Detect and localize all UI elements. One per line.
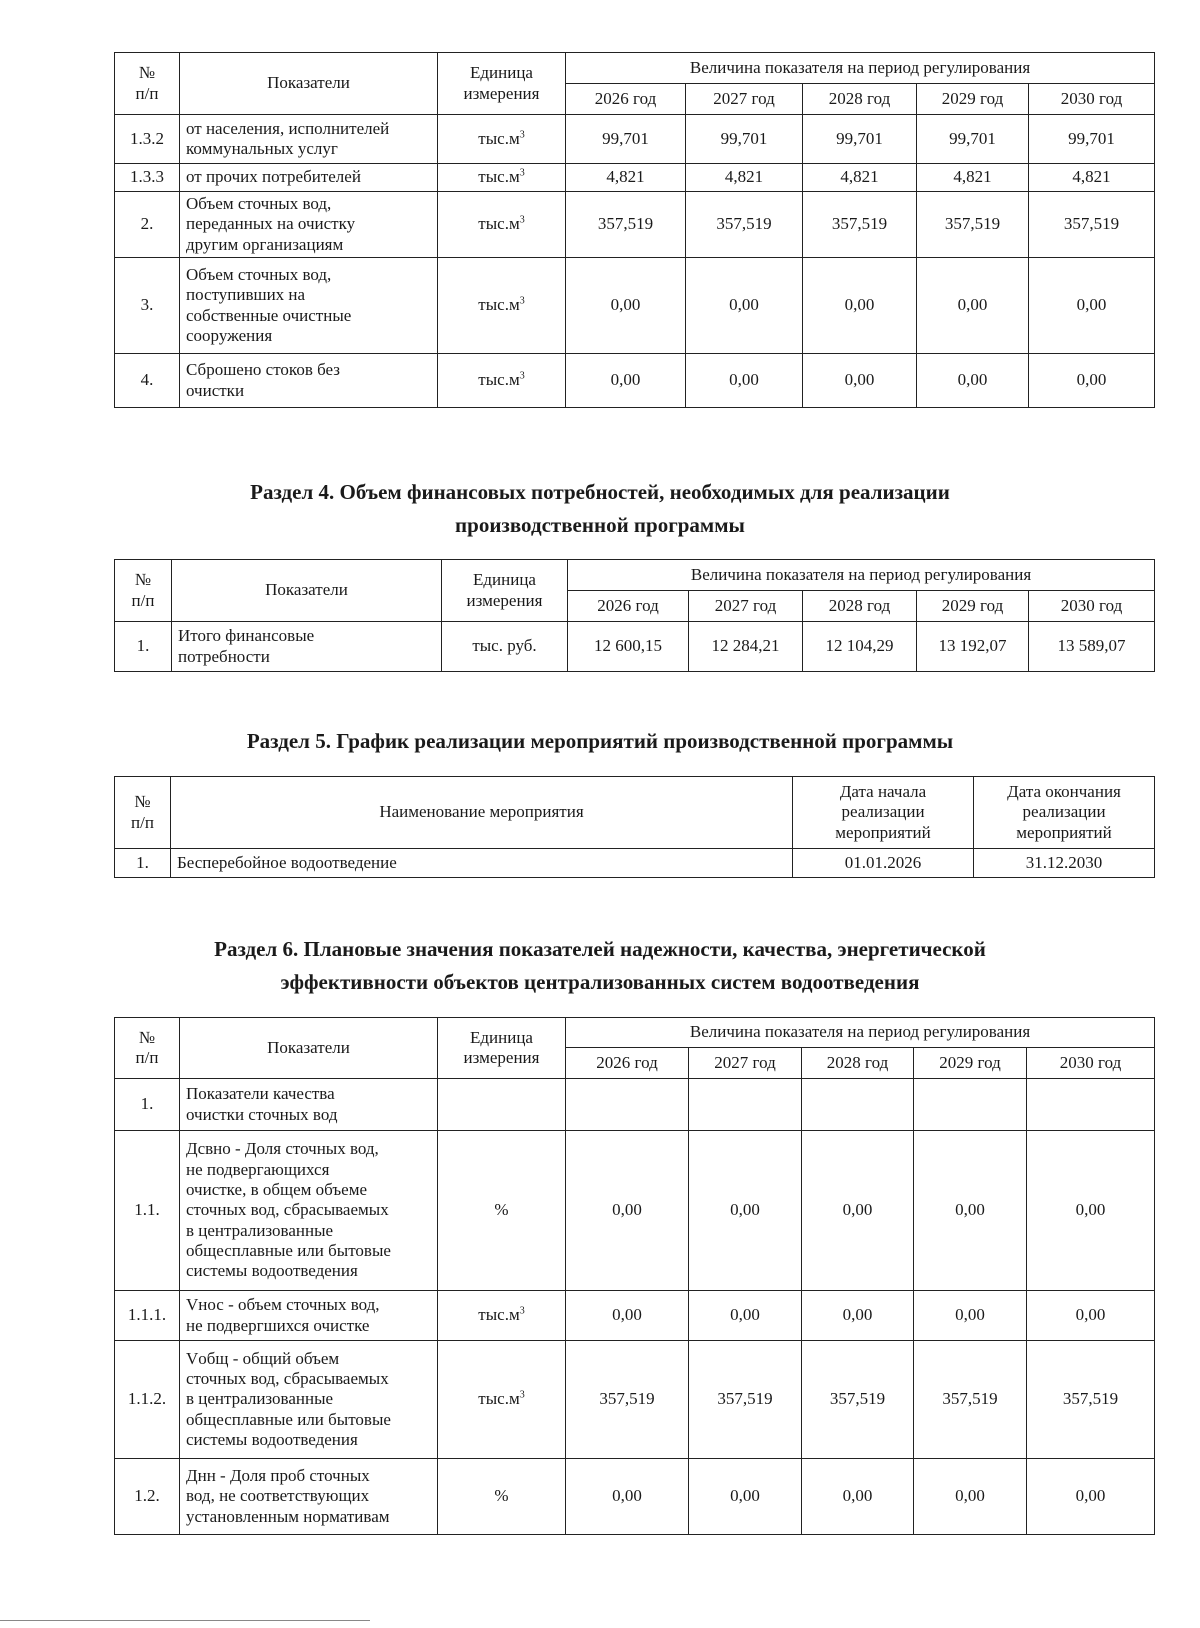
indicator-name: Vобщ - общий объем сточных вод, сбрасываемых в централизованные общесплавные или бытовые системы водоотведения [180,1341,438,1459]
unit-cell [438,1459,566,1535]
col-num-header: № п/п [115,560,172,622]
col-unit-header: Единица измерения [442,560,568,622]
year-header: 2030 год [1027,1048,1155,1079]
value-cell: 0,00 [1029,354,1155,408]
unit-superscript: 3 [519,370,525,382]
row-num: 1.1. [115,1131,180,1291]
row-num: 1.2. [115,1459,180,1535]
unit-cell [438,115,566,164]
table-financial-needs [114,559,1155,672]
section-6-title: Раздел 6. Плановые значения показателей надежности, качества, энергетической эффективности объектов централизованных систем водоотведения [214,937,986,994]
unit-text: тыс.м [478,370,520,390]
value-cell: 0,00 [566,1291,689,1341]
unit-superscript: 3 [519,1305,525,1317]
year-header: 2029 год [917,84,1029,115]
value-cell: 0,00 [686,258,803,354]
indicator-name: от населения, исполнителей коммунальных услуг [180,115,438,164]
unit-text: тыс.м [478,295,520,315]
year-header: 2027 год [689,591,803,622]
value-cell: 357,519 [917,192,1029,258]
value-cell: 0,00 [917,258,1029,354]
table-financial-body [115,622,1155,672]
table-row [115,1131,1155,1291]
col-indicator-header: Показатели [180,53,438,115]
table-volumes-body [115,115,1155,408]
table-reliability [114,1017,1155,1535]
col-num-header: № п/п [115,1018,180,1079]
col-indicator-header: Показатели [172,560,442,622]
unit-cell [438,1131,566,1291]
value-cell: 0,00 [803,258,917,354]
value-cell: 0,00 [1027,1459,1155,1535]
unit-superscript: 3 [519,129,525,141]
end-date: 31.12.2030 [974,849,1155,878]
row-num: 1.3.3 [115,164,180,192]
table-row [115,1459,1155,1535]
unit-superscript: 3 [519,167,525,179]
unit-text: тыс.м [478,1305,520,1325]
year-header: 2030 год [1029,591,1155,622]
indicator-name: Vнос - объем сточных вод, не подвергшихся очистке [180,1291,438,1341]
unit-cell [438,354,566,408]
value-cell: 357,519 [689,1341,802,1459]
unit-text: тыс.м [478,1389,520,1409]
unit-text: тыс.м [478,167,520,187]
value-cell: 0,00 [566,1459,689,1535]
col-unit-header: Единица измерения [438,53,566,115]
section-5-title: Раздел 5. График реализации мероприятий производственной программы [246,729,954,753]
table-schedule [114,776,1155,878]
unit-cell [438,258,566,354]
value-cell: 0,00 [802,1459,914,1535]
value-cell: 4,821 [803,164,917,192]
year-header: 2027 год [686,84,803,115]
col-event-name-header: Наименование мероприятия [171,777,793,849]
year-header: 2026 год [566,84,686,115]
value-cell: 0,00 [1027,1131,1155,1291]
indicator-name: от прочих потребителей [180,164,438,192]
value-cell [1027,1079,1155,1131]
year-header: 2030 год [1029,84,1155,115]
table-row [115,354,1155,408]
table-row [115,1341,1155,1459]
col-period-header: Величина показателя на период регулирования [568,560,1155,591]
value-cell: 357,519 [566,1341,689,1459]
value-cell: 0,00 [914,1131,1027,1291]
value-cell: 12 600,15 [568,622,689,672]
col-period-header: Величина показателя на период регулирования [566,1018,1155,1048]
unit-cell [438,1291,566,1341]
row-num: 1.3.2 [115,115,180,164]
year-header: 2026 год [568,591,689,622]
event-name: Бесперебойное водоотведение [171,849,793,878]
row-num: 1. [115,849,171,878]
year-header: 2026 год [566,1048,689,1079]
value-cell: 357,519 [1029,192,1155,258]
value-cell [802,1079,914,1131]
row-num: 1. [115,1079,180,1131]
indicator-name: Днн - Доля проб сточных вод, не соответствующих установленным нормативам [180,1459,438,1535]
indicator-name: Показатели качества очистки сточных вод [180,1079,438,1131]
unit-superscript: 3 [519,1389,525,1401]
indicator-name: Дсвно - Доля сточных вод, не подвергающихся очистке, в общем объеме сточных вод, сбрасываемых в централизованные общесплавные или бытовые системы водоотведения [180,1131,438,1291]
value-cell: 4,821 [686,164,803,192]
value-cell: 0,00 [1027,1291,1155,1341]
unit-text: тыс.м [478,128,520,148]
row-num: 2. [115,192,180,258]
value-cell: 357,519 [802,1341,914,1459]
table-reliability-body [115,1079,1155,1535]
indicator-name: Итого финансовые потребности [172,622,442,672]
value-cell: 0,00 [686,354,803,408]
value-cell: 4,821 [1029,164,1155,192]
col-period-header: Величина показателя на период регулирования [566,53,1155,84]
value-cell: 99,701 [686,115,803,164]
table-row [115,1079,1155,1131]
value-cell: 0,00 [689,1459,802,1535]
value-cell: 4,821 [566,164,686,192]
value-cell: 0,00 [1029,258,1155,354]
value-cell [914,1079,1027,1131]
row-num: 1.1.2. [115,1341,180,1459]
row-num: 3. [115,258,180,354]
year-header: 2029 год [914,1048,1027,1079]
unit-cell [438,1079,566,1131]
unit-cell [438,192,566,258]
value-cell: 0,00 [689,1291,802,1341]
indicator-name: Сброшено стоков без очистки [180,354,438,408]
table-row [115,115,1155,164]
row-num: 1.1.1. [115,1291,180,1341]
col-num-header: № п/п [115,777,171,849]
row-num: 1. [115,622,172,672]
value-cell: 0,00 [802,1291,914,1341]
value-cell: 0,00 [566,354,686,408]
value-cell: 99,701 [803,115,917,164]
value-cell: 0,00 [689,1131,802,1291]
table-row [115,1291,1155,1341]
year-header: 2028 год [802,1048,914,1079]
value-cell: 0,00 [566,258,686,354]
unit-superscript: 3 [519,295,525,307]
value-cell [689,1079,802,1131]
row-num: 4. [115,354,180,408]
unit-text: % [494,1486,509,1506]
unit-text: тыс. руб. [472,636,537,656]
value-cell: 0,00 [914,1459,1027,1535]
value-cell: 99,701 [1029,115,1155,164]
unit-cell [438,1341,566,1459]
value-cell: 0,00 [914,1291,1027,1341]
value-cell: 0,00 [802,1131,914,1291]
value-cell: 357,519 [686,192,803,258]
value-cell: 99,701 [917,115,1029,164]
value-cell: 12 284,21 [689,622,803,672]
table-row [115,849,1155,878]
value-cell: 0,00 [803,354,917,408]
table-volumes [114,52,1155,408]
value-cell: 4,821 [917,164,1029,192]
indicator-name: Объем сточных вод, переданных на очистку другим организациям [180,192,438,258]
col-num-header: № п/п [115,53,180,115]
unit-cell [438,164,566,192]
value-cell: 357,519 [914,1341,1027,1459]
unit-text: тыс.м [478,214,520,234]
table-row [115,192,1155,258]
table-row [115,622,1155,672]
value-cell: 13 192,07 [917,622,1029,672]
col-end-date-header: Дата окончания реализации мероприятий [974,777,1155,849]
value-cell: 13 589,07 [1029,622,1155,672]
value-cell: 357,519 [803,192,917,258]
value-cell: 12 104,29 [803,622,917,672]
value-cell: 0,00 [566,1131,689,1291]
value-cell: 357,519 [1027,1341,1155,1459]
unit-superscript: 3 [519,214,525,226]
col-indicator-header: Показатели [180,1018,438,1079]
col-unit-header: Единица измерения [438,1018,566,1079]
indicator-name: Объем сточных вод, поступивших на собственные очистные сооружения [180,258,438,354]
col-start-date-header: Дата начала реализации мероприятий [793,777,974,849]
value-cell: 0,00 [917,354,1029,408]
section-4-title: Раздел 4. Объем финансовых потребностей, необходимых для реализации производственной программы [250,480,950,537]
unit-cell [442,622,568,672]
footer-divider [0,1620,370,1621]
value-cell [566,1079,689,1131]
table-row [115,258,1155,354]
value-cell: 99,701 [566,115,686,164]
year-header: 2029 год [917,591,1029,622]
start-date: 01.01.2026 [793,849,974,878]
year-header: 2028 год [803,591,917,622]
value-cell: 357,519 [566,192,686,258]
table-row [115,164,1155,192]
unit-text: % [494,1200,509,1220]
year-header: 2028 год [803,84,917,115]
year-header: 2027 год [689,1048,802,1079]
